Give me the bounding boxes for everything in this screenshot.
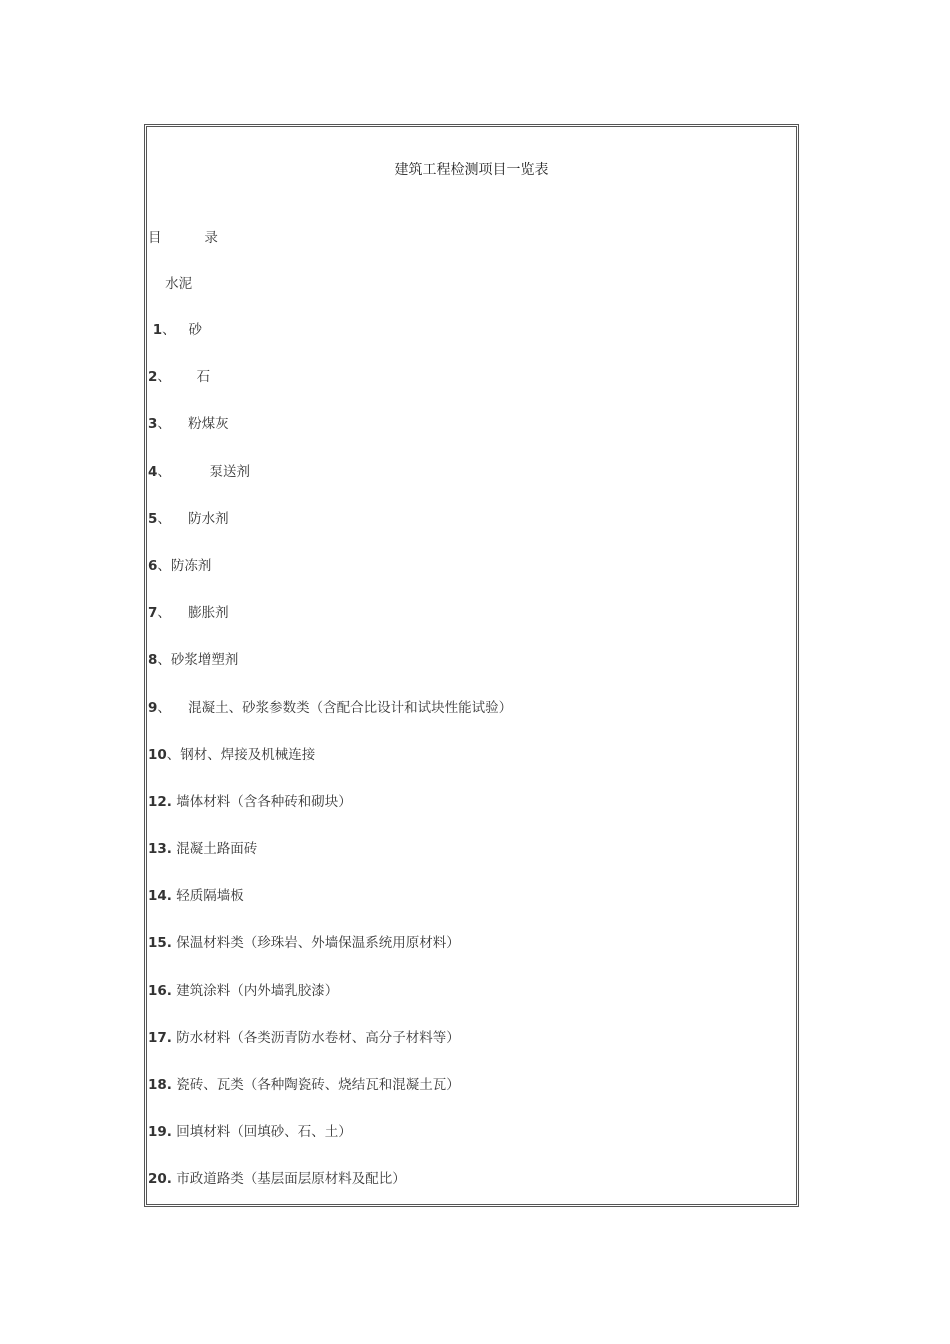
item-separator: 、 bbox=[157, 652, 171, 669]
item-number: 18. bbox=[148, 1077, 172, 1093]
item-label: 防水剂 bbox=[188, 510, 229, 527]
item-label: 膨胀剂 bbox=[188, 605, 229, 622]
item-number: 17. bbox=[148, 1029, 172, 1046]
item-number: 4 bbox=[148, 463, 158, 480]
toc-category-cement: 水泥 bbox=[148, 276, 193, 292]
item-label: 建筑涂料（内外墙乳胶漆） bbox=[176, 982, 339, 999]
item-separator: 、 bbox=[162, 322, 189, 338]
item-number: 7 bbox=[148, 605, 158, 622]
list-item bbox=[148, 935, 512, 982]
list-item bbox=[148, 747, 512, 794]
item-label: 防水材料（各类沥青防水卷材、高分子材料等） bbox=[176, 1029, 460, 1046]
item-separator: 、 bbox=[157, 463, 210, 480]
item-number: 10 bbox=[148, 746, 167, 763]
item-separator: 、 bbox=[157, 416, 189, 433]
item-label: 防冻剂 bbox=[170, 557, 212, 574]
list-item bbox=[148, 511, 512, 558]
list-item bbox=[148, 1030, 512, 1077]
item-label: 墙体材料（含各种砖和砌块） bbox=[176, 793, 352, 810]
item-separator: 、 bbox=[157, 369, 197, 386]
list-item bbox=[148, 558, 512, 605]
item-number: 15. bbox=[148, 935, 172, 952]
item-label: 市政道路类（基层面层原材料及配比） bbox=[176, 1171, 406, 1188]
item-number: 6 bbox=[148, 557, 158, 574]
item-number: 9 bbox=[148, 699, 158, 716]
item-label: 粉煤灰 bbox=[188, 416, 229, 433]
item-number: 1 bbox=[148, 322, 163, 338]
item-number: 8 bbox=[148, 652, 158, 669]
item-number: 13. bbox=[148, 841, 172, 858]
list-item bbox=[148, 1171, 512, 1218]
document-frame bbox=[144, 124, 799, 1207]
item-number: 16. bbox=[148, 982, 172, 999]
item-label: 回填材料（回填砂、石、土） bbox=[176, 1124, 352, 1141]
list-item bbox=[148, 464, 512, 511]
item-number: 12. bbox=[148, 793, 172, 810]
item-number: 19. bbox=[148, 1124, 172, 1141]
list-item bbox=[148, 1124, 512, 1171]
item-label: 砂 bbox=[188, 322, 202, 338]
item-separator: 、 bbox=[166, 746, 181, 763]
item-separator: 、 bbox=[157, 605, 189, 622]
item-number: 2 bbox=[148, 369, 158, 386]
item-number: 5 bbox=[148, 510, 158, 527]
item-number: 3 bbox=[148, 416, 158, 433]
list-item bbox=[148, 700, 512, 747]
item-label: 混凝土、砂浆参数类（含配合比设计和试块性能试验） bbox=[188, 699, 513, 716]
list-item bbox=[148, 794, 512, 841]
list-item bbox=[148, 841, 512, 888]
list-item bbox=[148, 322, 512, 369]
item-label: 砂浆增塑剂 bbox=[170, 652, 239, 669]
item-label: 瓷砖、瓦类（各种陶瓷砖、烧结瓦和混凝土瓦） bbox=[176, 1077, 460, 1093]
list-item bbox=[148, 605, 512, 652]
list-item bbox=[148, 888, 512, 935]
item-label: 石 bbox=[196, 369, 211, 386]
item-number: 20. bbox=[148, 1171, 172, 1188]
list-item bbox=[148, 983, 512, 1030]
item-label: 轻质隔墙板 bbox=[176, 888, 244, 905]
item-separator: 、 bbox=[157, 699, 189, 716]
item-label: 保温材料类（珍珠岩、外墙保温系统用原材料） bbox=[176, 935, 460, 952]
item-number: 14. bbox=[148, 888, 172, 905]
list-item bbox=[148, 369, 512, 416]
list-item bbox=[148, 1077, 512, 1124]
item-label: 钢材、焊接及机械连接 bbox=[180, 746, 316, 763]
list-item bbox=[148, 416, 512, 463]
item-label: 泵送剂 bbox=[209, 463, 251, 480]
toc-heading: 目 录 bbox=[148, 230, 218, 246]
list-item bbox=[148, 652, 512, 699]
document-title: 建筑工程检测项目一览表 bbox=[394, 162, 549, 178]
table-of-contents bbox=[148, 230, 512, 1219]
item-label: 混凝土路面砖 bbox=[176, 841, 258, 858]
item-separator: 、 bbox=[157, 557, 171, 574]
item-separator: 、 bbox=[157, 510, 189, 527]
